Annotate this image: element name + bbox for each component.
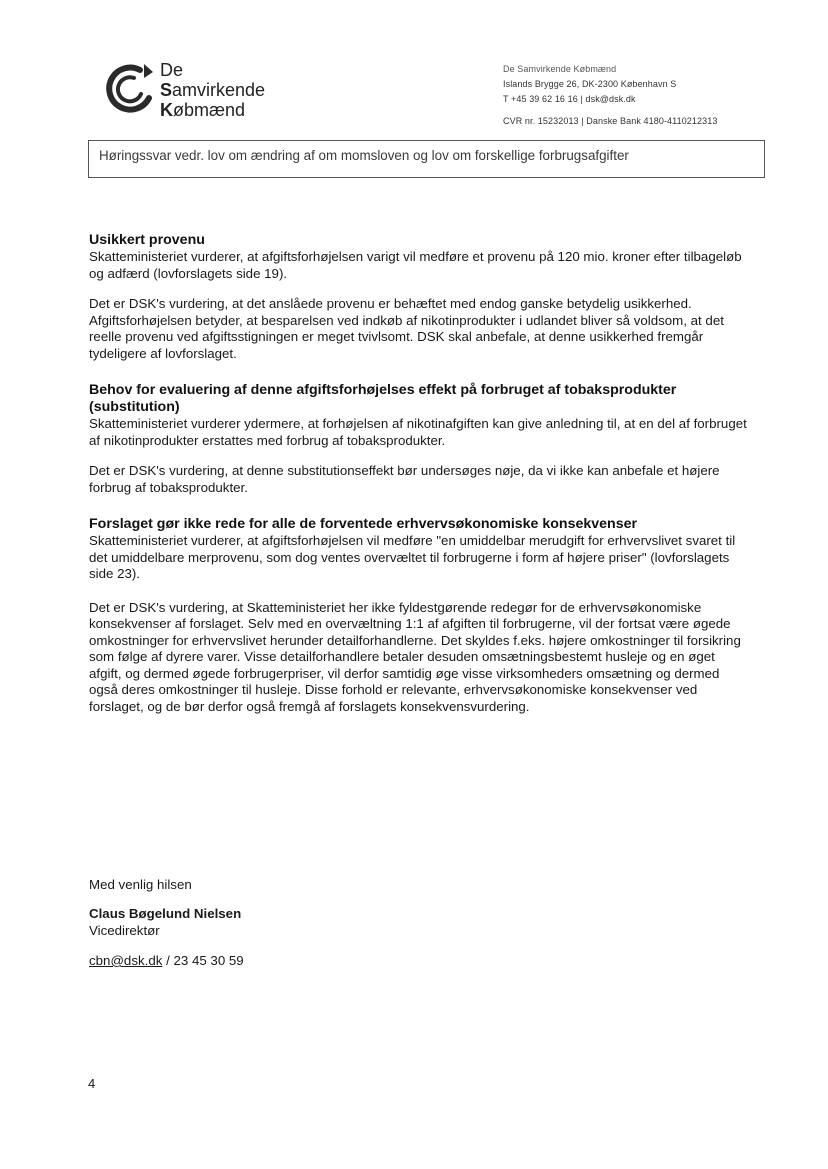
signatory-title: Vicedirektør — [89, 923, 160, 938]
page-number: 4 — [88, 1076, 96, 1091]
signatory-contact — [89, 952, 244, 969]
subject-box — [88, 140, 765, 178]
dsk-logo — [100, 58, 300, 128]
logo-line-2 — [160, 80, 265, 100]
section-3-heading: Forslaget gør ikke rede for alle de forventede erhvervsøkonomiske konsekvenser — [89, 516, 638, 532]
signatory-phone: / 23 45 30 59 — [162, 953, 244, 968]
address-cvr-bank: CVR nr. 15232013 | Danske Bank 4180-4110212313 — [503, 116, 718, 126]
section-3-paragraph-2: Det er DSK's vurdering, at Skatteministeriet her ikke fyldestgørende redegør for de erhvervsøkonomiske konsekvenser af forslaget. Selv med en overvæltning 1:1 af afgiften til forbrugerne, vil der fortsat være øgede omkostninger for erhvervslivet herunder detailforhandlerne. Det skyldes f.eks. højere omkostninger til forsikring som følge af dyrere varer. Visse detailforhandlere betaler desuden omsætningsbestemt husleje og en øget afgift, og dermed øgede forbrugerpriser, vil derfor samtidig øge visse virksomheders omsætning og dermed også deres omkostninger til husleje. Disse forhold er relevante, erhvervsøkonomiske konsekvenser ved forslaget, og de bør derfor også fremgå af forslagets konsekvensvurdering. — [89, 599, 741, 714]
closing-greeting: Med venlig hilsen — [89, 877, 192, 892]
section-1-paragraph-2: Det er DSK's vurdering, at det anslåede provenu er behæftet med endog ganske betydelig usikkerhed. Afgiftsforhøjelsen betyder, at besparelsen ved indkøb af nikotinprodukter i udlandet bliver så voldsom, at det reelle provenu ved afgiftsstigningen er meget tvivlsomt. DSK skal anbefale, at denne usikkerhed fremgår tydeligere af lovforslaget. — [89, 296, 724, 361]
letter-body — [89, 232, 749, 715]
section-1-heading: Usikkert provenu — [89, 232, 205, 248]
letter-closing — [89, 876, 244, 969]
section-2-paragraph-1: Skatteministeriet vurderer ydermere, at forhøjelsen af nikotinafgiften kan give anledning til, at en del af forbruget af nikotinprodukter erstattes med forbrug af tobaksprodukter. — [89, 416, 747, 448]
section-2-heading: Behov for evaluering af denne afgiftsforhøjelses effekt på forbruget af tobaksprodukter (substitution) — [89, 382, 677, 415]
logo-line-3-rest: øbmænd — [173, 100, 246, 120]
letterhead-address — [503, 62, 717, 129]
address-org: De Samvirkende Købmænd — [503, 64, 617, 74]
dsk-logo-icon — [100, 58, 158, 120]
signatory-name: Claus Bøgelund Nielsen — [89, 906, 242, 921]
logo-wordmark — [160, 60, 265, 120]
signatory-email-link[interactable]: cbn@dsk.dk — [89, 953, 163, 968]
address-phone-email: T +45 39 62 16 16 | dsk@dsk.dk — [503, 94, 636, 104]
logo-line-3 — [160, 100, 265, 120]
section-1-paragraph-1: Skatteministeriet vurderer, at afgiftsforhøjelsen varigt vil medføre et provenu på 120 mio. kroner efter tilbageløb og adfærd (lovforslagets side 19). — [89, 249, 742, 281]
logo-line-1: De — [160, 60, 184, 80]
section-3-paragraph-1: Skatteministeriet vurderer, at afgiftsforhøjelsen vil medføre "en umiddelbar merudgift for erhvervslivet svaret til det umiddelbare merprovenu, som dog ventes overvæltet til forbrugerne i form af højere priser" (lovforslagets side 23). — [89, 533, 736, 581]
logo-line-2-rest: amvirkende — [172, 80, 266, 100]
subject-title: Høringssvar vedr. lov om ændring af om momsloven og lov om forskellige forbrugsafgifter — [99, 148, 629, 163]
logo-line-2-initial: S — [160, 80, 173, 100]
logo-line-3-initial: K — [160, 100, 173, 120]
section-2-paragraph-2: Det er DSK's vurdering, at denne substitutionseffekt bør undersøges nøje, da vi ikke kan anbefale et højere forbrug af tobaksprodukter. — [89, 463, 720, 495]
address-street: Islands Brygge 26, DK-2300 København S — [503, 79, 677, 89]
